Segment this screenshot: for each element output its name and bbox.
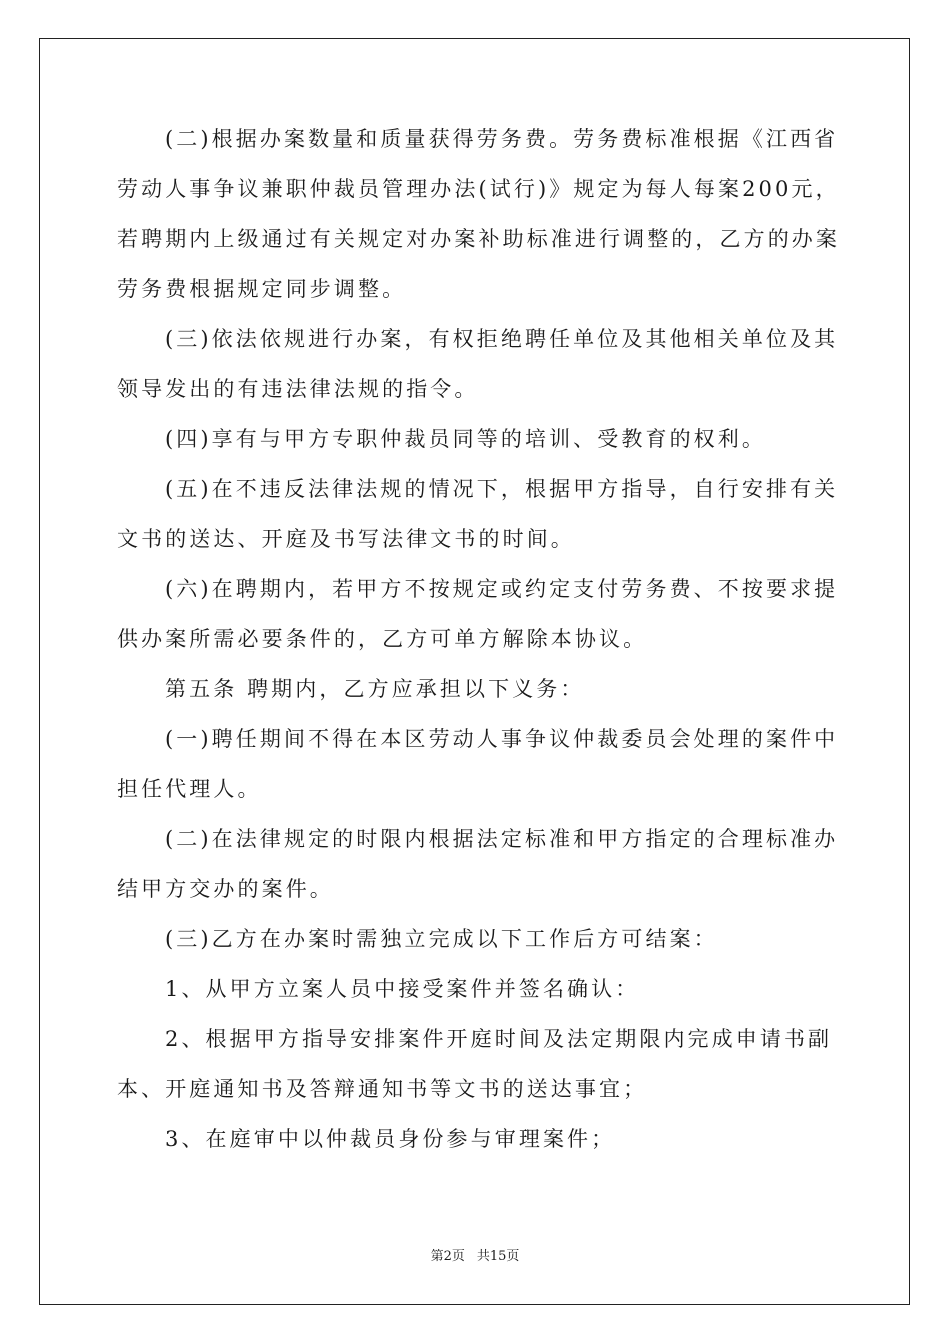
text-line: 1、从甲方立案人员中接受案件并签名确认： bbox=[165, 977, 640, 1001]
text-line: 3、在庭审中以仲裁员身份参与审理案件； bbox=[165, 1127, 616, 1151]
text-line: (五)在不违反法律法规的情况下，根据甲方指导，自行安排有关 bbox=[165, 477, 839, 501]
text-line: 劳动人事争议兼职仲裁员管理办法(试行)》规定为每人每案200元， bbox=[117, 177, 840, 201]
text-line: 本、开庭通知书及答辩通知书等文书的送达事宜； bbox=[117, 1077, 648, 1101]
text-line: (一)聘任期间不得在本区劳动人事争议仲裁委员会处理的案件中 bbox=[165, 727, 839, 751]
text-line: 结甲方交办的案件。 bbox=[117, 877, 334, 901]
text-line: 供办案所需必要条件的，乙方可单方解除本协议。 bbox=[117, 627, 648, 651]
text-line: 文书的送达、开庭及书写法律文书的时间。 bbox=[117, 527, 575, 551]
page-total: 共15页 bbox=[476, 1249, 520, 1264]
text-line: 若聘期内上级通过有关规定对办案补助标准进行调整的，乙方的办案 bbox=[117, 227, 840, 251]
text-line: (六)在聘期内，若甲方不按规定或约定支付劳务费、不按要求提 bbox=[165, 577, 839, 601]
text-line: 领导发出的有违法律法规的指令。 bbox=[117, 377, 479, 401]
page-footer bbox=[0, 1249, 950, 1265]
text-line: 担任代理人。 bbox=[117, 777, 262, 801]
text-line: (二)根据办案数量和质量获得劳务费。劳务费标准根据《江西省 bbox=[165, 127, 839, 151]
text-line: (四)享有与甲方专职仲裁员同等的培训、受教育的权利。 bbox=[165, 427, 766, 451]
text-line: (三)依法依规进行办案，有权拒绝聘任单位及其他相关单位及其 bbox=[165, 327, 839, 351]
text-line: (二)在法律规定的时限内根据法定标准和甲方指定的合理标准办 bbox=[165, 827, 839, 851]
text-line: 第五条 聘期内，乙方应承担以下义务： bbox=[165, 677, 585, 701]
text-line: (三)乙方在办案时需独立完成以下工作后方可结案： bbox=[165, 927, 718, 951]
text-line: 2、根据甲方指导安排案件开庭时间及法定期限内完成申请书副 bbox=[165, 1027, 833, 1051]
text-line: 劳务费根据规定同步调整。 bbox=[117, 277, 407, 301]
page-number: 第2页 bbox=[430, 1249, 465, 1264]
